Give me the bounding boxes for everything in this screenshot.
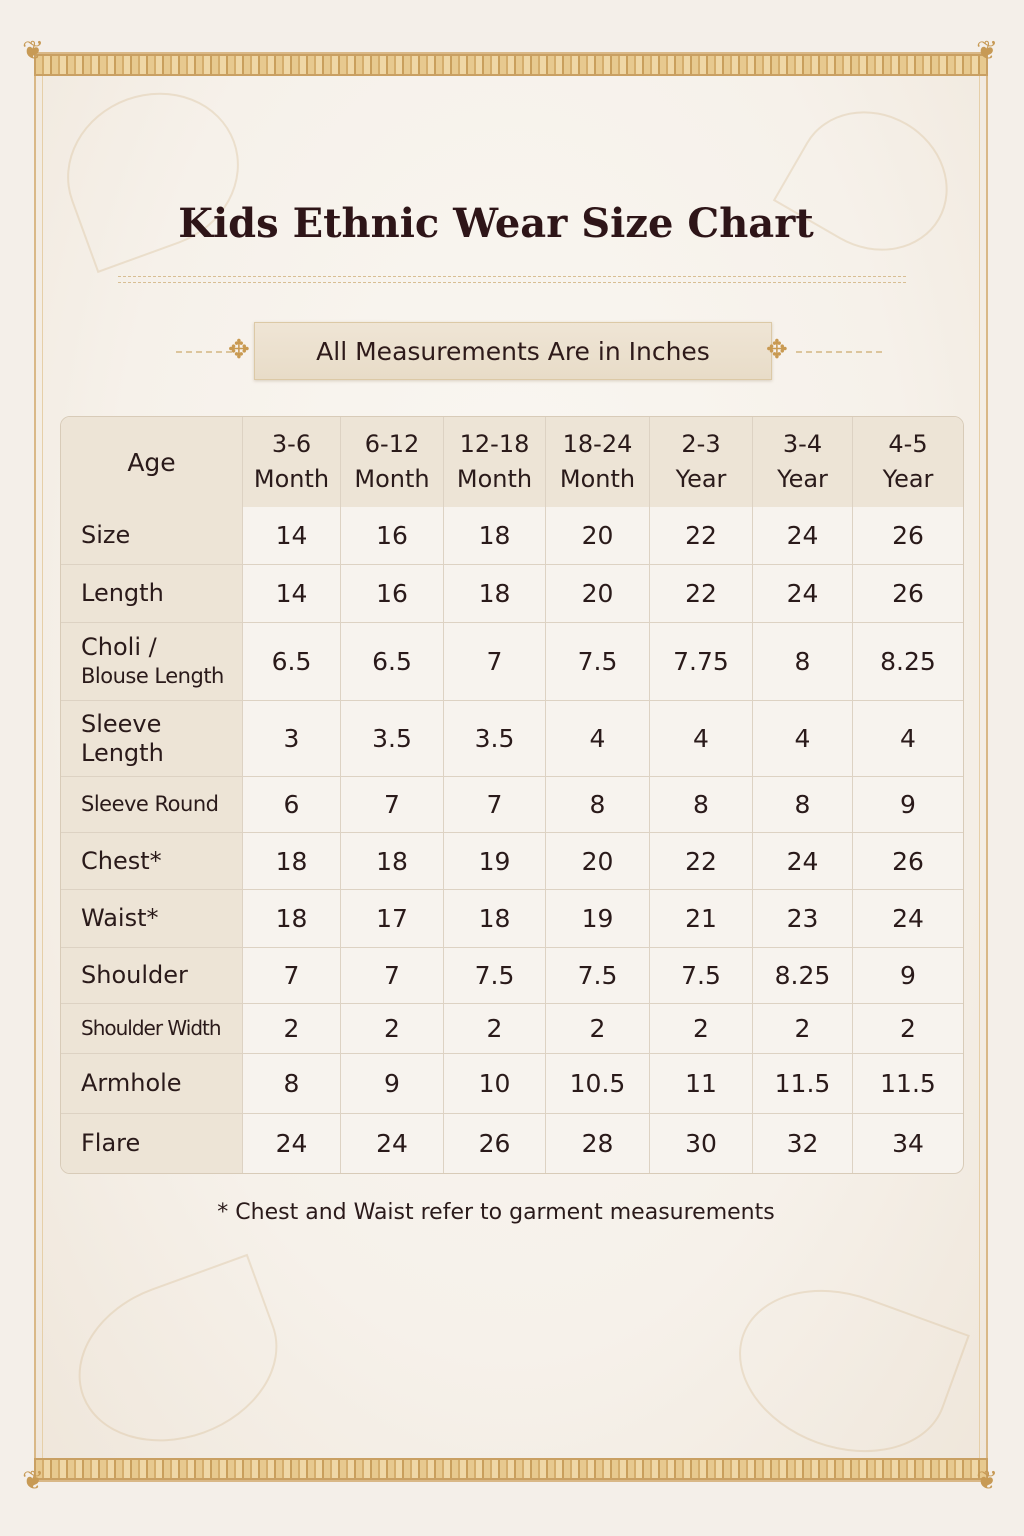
table-cell: 2 <box>546 1004 650 1054</box>
row-label: Shoulder <box>61 948 243 1004</box>
table-cell: 20 <box>546 507 650 565</box>
table-cell: 18 <box>444 507 546 565</box>
subtitle-banner <box>254 322 772 380</box>
title-divider <box>118 276 906 283</box>
row-label-line: Blouse Length <box>81 663 224 688</box>
table-cell: 2 <box>753 1004 853 1054</box>
subtitle-dash-right <box>796 351 882 353</box>
table-cell: 9 <box>341 1054 444 1114</box>
column-header <box>650 417 753 507</box>
top-border-band <box>34 54 988 76</box>
table-row <box>61 1004 963 1054</box>
table-cell: 10.5 <box>546 1054 650 1114</box>
table-cell: 4 <box>753 701 853 777</box>
table-row <box>61 623 963 701</box>
table-cell: 18 <box>341 833 444 890</box>
table-cell: 26 <box>853 565 963 623</box>
table-cell: 9 <box>853 948 963 1004</box>
paisley-ornament <box>716 1262 970 1480</box>
row-label: Sleeve Round <box>61 777 243 833</box>
table-cell: 7.5 <box>650 948 753 1004</box>
footnote: * Chest and Waist refer to garment measurements <box>217 1200 775 1225</box>
table-cell: 20 <box>546 565 650 623</box>
corner-ornament-icon: ❦ <box>22 1466 44 1496</box>
column-header-unit: Year <box>675 465 727 493</box>
table-cell: 2 <box>444 1004 546 1054</box>
ornament-left-icon: ✥ <box>228 335 250 365</box>
table-row <box>61 1114 963 1173</box>
column-header <box>853 417 963 507</box>
row-label: Shoulder Width <box>61 1004 243 1054</box>
table-cell: 8 <box>753 623 853 701</box>
table-cell: 6.5 <box>341 623 444 701</box>
table-cell: 26 <box>853 507 963 565</box>
column-header-unit: Month <box>354 465 430 493</box>
table-cell: 24 <box>853 890 963 948</box>
column-header <box>341 417 444 507</box>
table-cell: 7 <box>243 948 341 1004</box>
row-label <box>61 623 243 701</box>
table-cell: 8.25 <box>853 623 963 701</box>
table-cell: 4 <box>546 701 650 777</box>
row-label <box>61 701 243 777</box>
table-cell: 7.5 <box>546 948 650 1004</box>
table-cell: 4 <box>853 701 963 777</box>
table-cell: 11.5 <box>853 1054 963 1114</box>
table-cell: 18 <box>243 890 341 948</box>
row-label: Chest* <box>61 833 243 890</box>
corner-ornament-icon: ❦ <box>22 36 44 66</box>
row-label-line: Choli / <box>81 632 157 661</box>
table-cell: 8 <box>650 777 753 833</box>
table-cell: 14 <box>243 507 341 565</box>
column-header-unit: Month <box>456 465 533 493</box>
column-header-unit: Year <box>882 465 934 493</box>
column-header <box>546 417 650 507</box>
table-cell: 9 <box>853 777 963 833</box>
row-label-line: Length <box>81 738 164 767</box>
table-cell: 2 <box>853 1004 963 1054</box>
table-cell: 11 <box>650 1054 753 1114</box>
table-cell: 24 <box>753 833 853 890</box>
table-cell: 16 <box>341 507 444 565</box>
corner-ornament-icon: ❦ <box>976 1466 998 1496</box>
age-header: Age <box>61 417 243 507</box>
table-cell: 7 <box>341 777 444 833</box>
table-cell: 18 <box>444 890 546 948</box>
ornament-right-icon: ✥ <box>766 335 788 365</box>
table-cell: 8 <box>753 777 853 833</box>
table-cell: 10 <box>444 1054 546 1114</box>
table-cell: 6.5 <box>243 623 341 701</box>
table-cell: 30 <box>650 1114 753 1173</box>
table-cell: 3 <box>243 701 341 777</box>
table-cell: 2 <box>650 1004 753 1054</box>
table-cell: 18 <box>243 833 341 890</box>
column-header <box>444 417 546 507</box>
size-chart-table <box>60 416 964 1174</box>
table-cell: 23 <box>753 890 853 948</box>
table-cell: 4 <box>650 701 753 777</box>
table-cell: 24 <box>753 507 853 565</box>
column-header-range: 3-6 <box>271 430 312 458</box>
table-cell: 3.5 <box>444 701 546 777</box>
table-cell: 11.5 <box>753 1054 853 1114</box>
column-header-range: 6-12 <box>364 430 420 458</box>
table-row <box>61 948 963 1004</box>
table-cell: 8 <box>546 777 650 833</box>
table-row <box>61 507 963 565</box>
column-header-unit: Month <box>559 465 636 493</box>
table-cell: 17 <box>341 890 444 948</box>
table-cell: 8 <box>243 1054 341 1114</box>
table-cell: 24 <box>753 565 853 623</box>
table-cell: 16 <box>341 565 444 623</box>
table-cell: 14 <box>243 565 341 623</box>
table-cell: 18 <box>444 565 546 623</box>
table-cell: 2 <box>341 1004 444 1054</box>
table-cell: 24 <box>341 1114 444 1173</box>
table-cell: 19 <box>546 890 650 948</box>
corner-ornament-icon: ❦ <box>976 36 998 66</box>
table-cell: 20 <box>546 833 650 890</box>
column-header <box>243 417 341 507</box>
column-header <box>753 417 853 507</box>
table-cell: 6 <box>243 777 341 833</box>
table-cell: 8.25 <box>753 948 853 1004</box>
column-header-range: 2-3 <box>681 430 721 458</box>
table-row <box>61 890 963 948</box>
column-header-range: 12-18 <box>459 430 530 458</box>
column-header-range: 18-24 <box>562 430 633 458</box>
table-cell: 24 <box>243 1114 341 1173</box>
table-cell: 34 <box>892 1129 924 1158</box>
table-cell: 22 <box>650 833 753 890</box>
table-cell: 7 <box>444 623 546 701</box>
table-cell: 7 <box>341 948 444 1004</box>
row-label-line: Sleeve <box>81 709 162 738</box>
row-label: Waist* <box>61 890 243 948</box>
table-cell: 3.5 <box>341 701 444 777</box>
table-cell: 2 <box>243 1004 341 1054</box>
table-cell: 26 <box>444 1114 546 1173</box>
table-row <box>61 1054 963 1114</box>
table-row <box>61 777 963 833</box>
paisley-ornament <box>773 84 973 277</box>
table-cell: 26 <box>853 833 963 890</box>
column-header-unit: Month <box>253 465 330 493</box>
table-cell: 7 <box>444 777 546 833</box>
header-row <box>61 417 963 507</box>
column-header-range: 4-5 <box>888 430 928 458</box>
table-cell: 7.5 <box>444 948 546 1004</box>
table-row <box>61 701 963 777</box>
table-cell: 19 <box>444 833 546 890</box>
table-cell: 22 <box>650 507 753 565</box>
table-cell: 7.75 <box>650 623 753 701</box>
table-cell: 22 <box>650 565 753 623</box>
row-label: Flare <box>61 1114 243 1173</box>
table-row <box>61 833 963 890</box>
subtitle-dash-left <box>176 351 232 353</box>
table-cell: 21 <box>650 890 753 948</box>
column-header-range: 3-4 <box>782 430 823 458</box>
paisley-ornament <box>56 1254 300 1468</box>
table-cell: 32 <box>753 1114 853 1173</box>
subtitle-text: All Measurements Are in Inches <box>316 336 710 366</box>
row-label: Size <box>61 507 243 565</box>
row-label: Armhole <box>61 1054 243 1114</box>
table-cell: 28 <box>546 1114 650 1173</box>
page-title: Kids Ethnic Wear Size Chart <box>178 200 814 247</box>
table-row <box>61 565 963 623</box>
table-cell: 7.5 <box>546 623 650 701</box>
bottom-border-band <box>34 1458 988 1480</box>
column-header-unit: Year <box>777 465 828 493</box>
row-label: Length <box>61 565 243 623</box>
